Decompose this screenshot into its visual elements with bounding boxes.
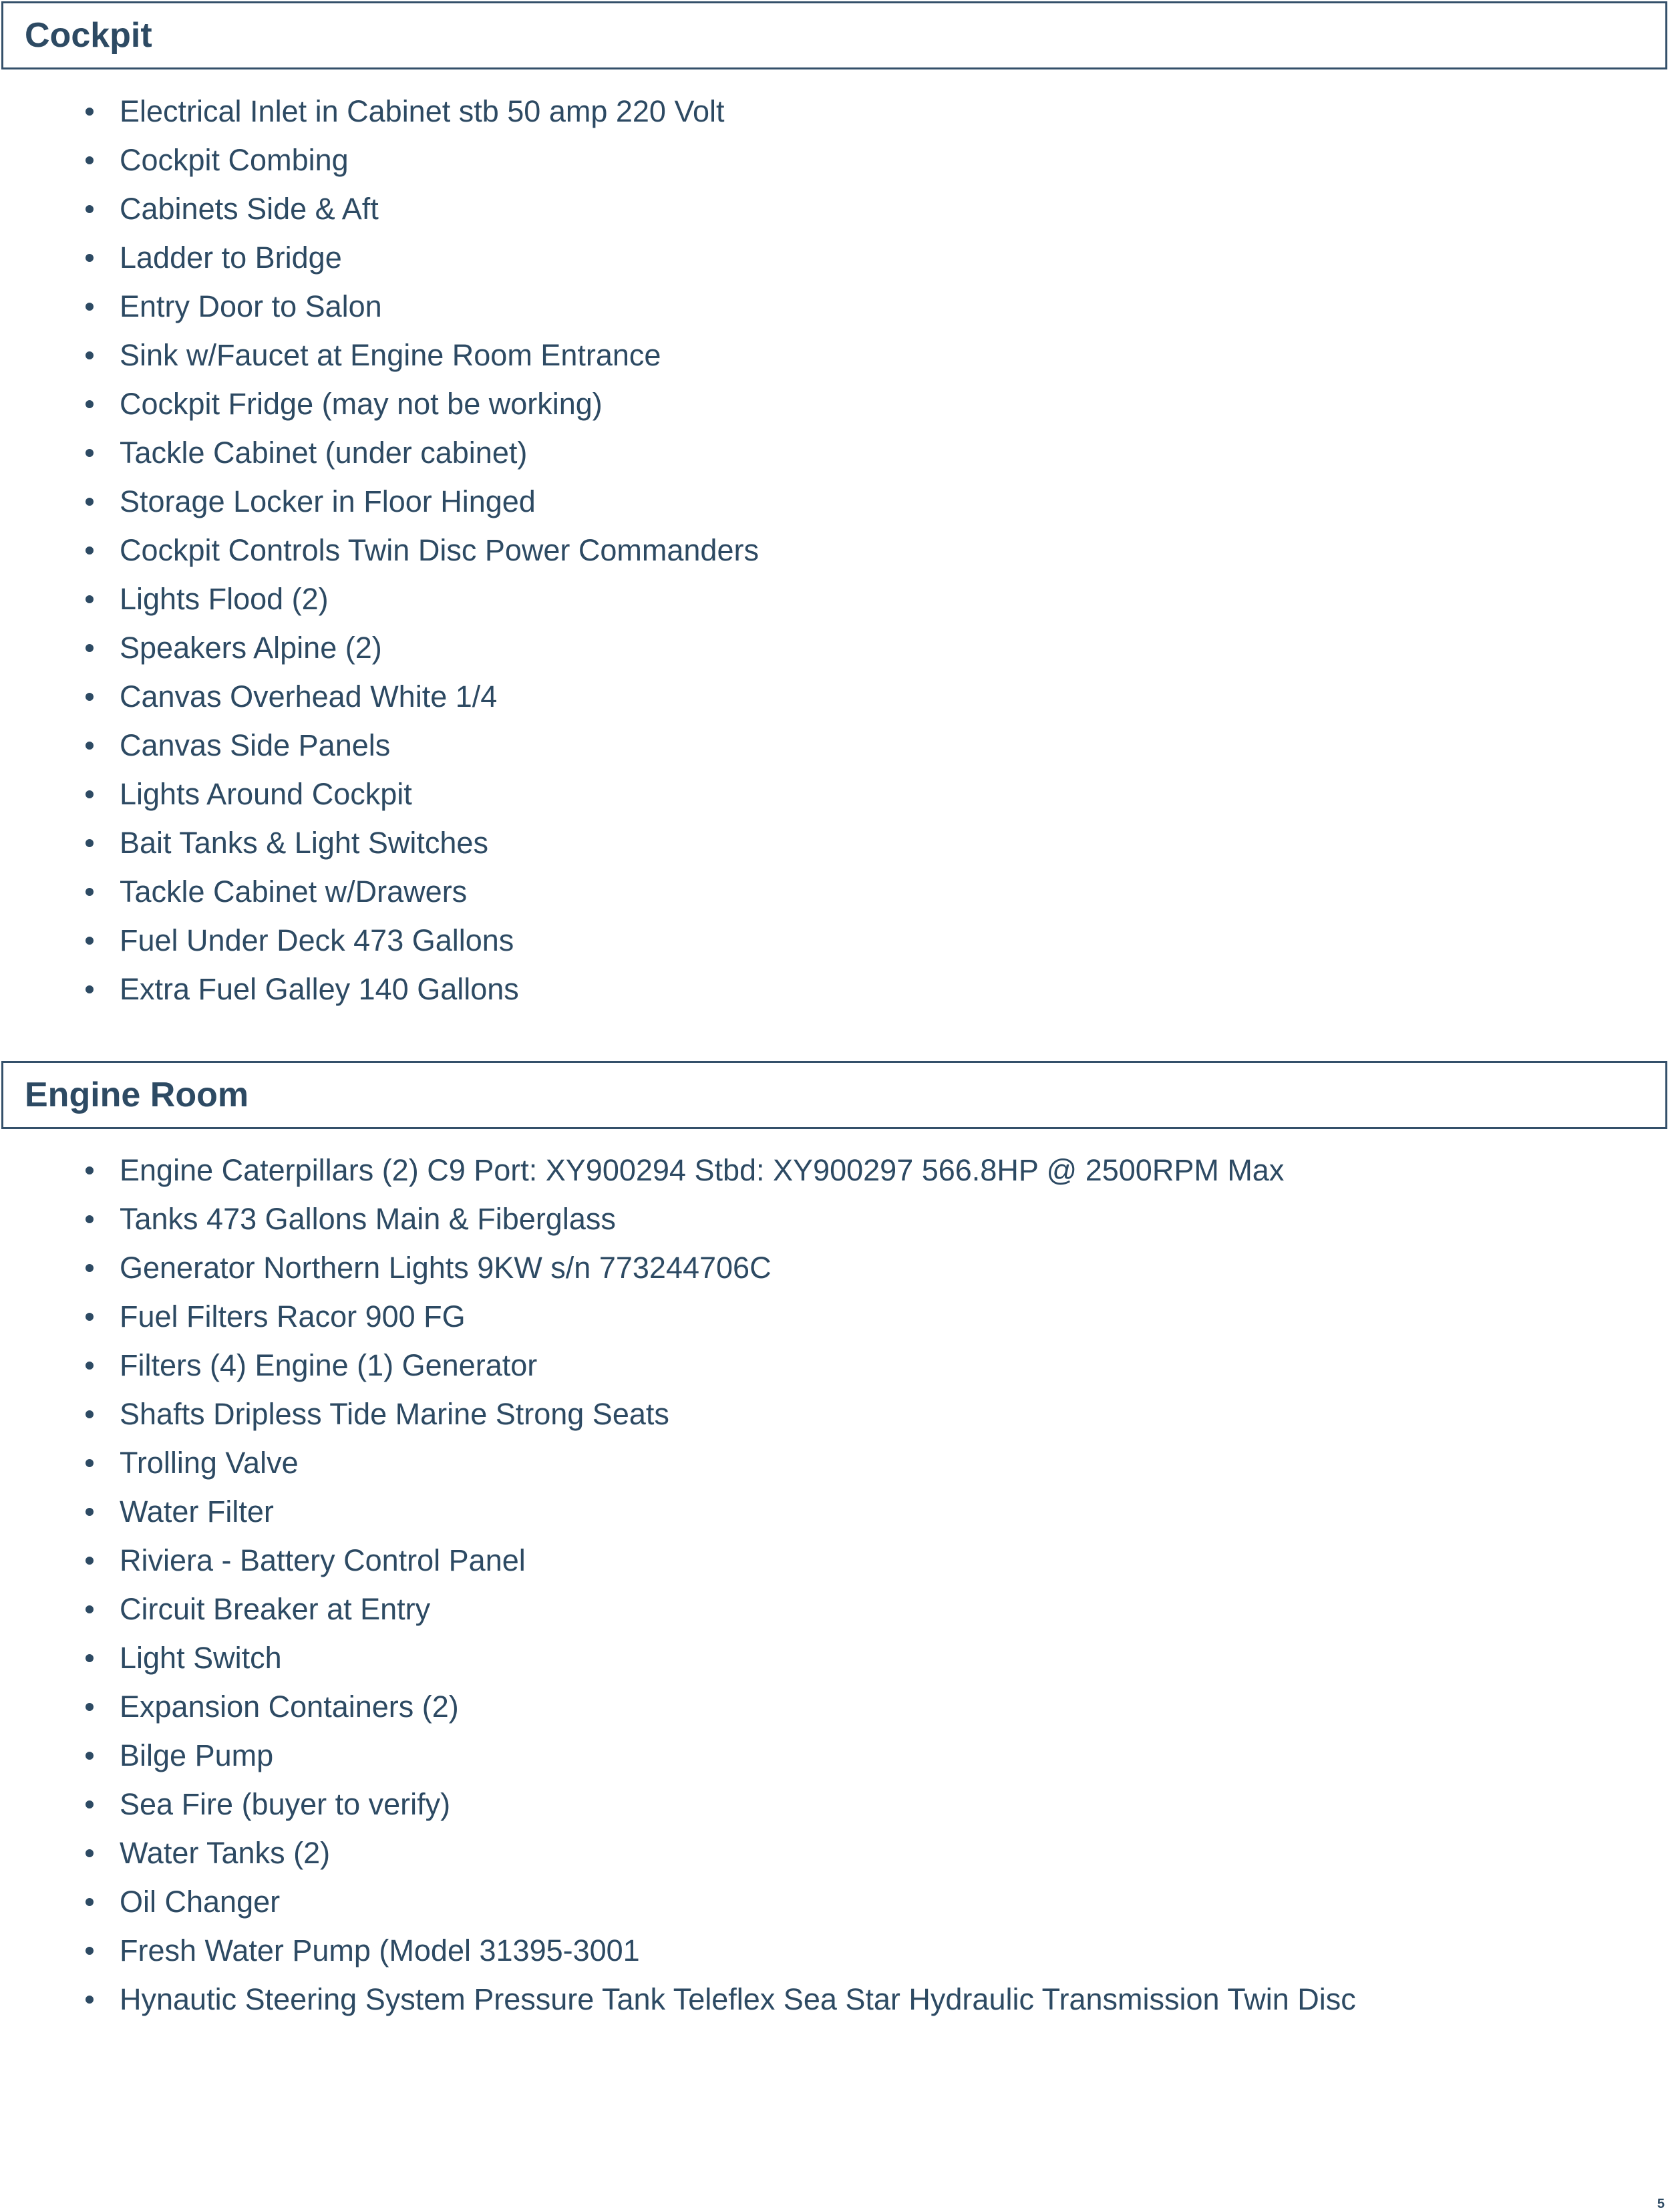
list-item [0,1877,1670,1926]
bullet-icon [86,1654,94,1662]
bullet-icon [86,1849,94,1857]
bullet-icon [86,888,94,896]
list-item [0,1926,1670,1975]
list-item [0,575,1670,623]
list-item-text: Electrical Inlet in Cabinet stb 50 amp 220 Volt [120,94,725,128]
list-item-text: Bilge Pump [120,1738,274,1772]
list-item [0,721,1670,770]
list-item [0,672,1670,721]
bullet-icon [86,254,94,262]
list-item-text: Expansion Containers (2) [120,1690,459,1724]
bullet-icon [86,1215,94,1223]
list-item [0,87,1670,136]
bullet-icon [86,1313,94,1321]
bullet-icon [86,546,94,555]
list-item-text: Lights Flood (2) [120,582,329,616]
list-item-text: Fresh Water Pump (Model 31395-3001 [120,1933,640,1967]
bullet-icon [86,498,94,506]
bullet-icon [86,985,94,993]
bullet-icon [86,303,94,311]
list-item [0,867,1670,916]
bullet-icon [86,1898,94,1906]
list-item-text: Sink w/Faucet at Engine Room Entrance [120,338,661,372]
bullet-icon [86,937,94,945]
list-item-text: Bait Tanks & Light Switches [120,826,488,860]
list-item-text: Cockpit Fridge (may not be working) [120,387,603,421]
list-item [0,233,1670,282]
bullet-icon [86,1703,94,1711]
bullet-icon [86,1362,94,1370]
bullet-icon [86,1947,94,1955]
list-item-text: Tackle Cabinet (under cabinet) [120,436,528,470]
list-item-text: Generator Northern Lights 9KW s/n 773244706C [120,1251,772,1285]
list-item [0,1438,1670,1487]
list-item [0,477,1670,526]
bullet-icon [86,790,94,798]
list-item [0,1682,1670,1731]
list-item-text: Tanks 473 Gallons Main & Fiberglass [120,1202,616,1236]
list-item-text: Canvas Overhead White 1/4 [120,679,498,714]
list-item [0,184,1670,233]
list-item [0,965,1670,1013]
list-item [0,1146,1670,1195]
section-title-engine-room: Engine Room [25,1076,249,1114]
bullet-icon [86,449,94,457]
bullet-icon [86,205,94,213]
bullet-icon [86,1264,94,1272]
list-item [0,1975,1670,2024]
list-item-text: Lights Around Cockpit [120,777,412,811]
section-title-cockpit: Cockpit [25,16,152,55]
list-item [0,1390,1670,1438]
list-item [0,1487,1670,1536]
engine-room-item-list [0,1146,1670,2024]
list-item-text: Ladder to Bridge [120,241,342,275]
list-item-text: Sea Fire (buyer to verify) [120,1787,451,1821]
cockpit-item-list [0,87,1670,1013]
list-item-text: Entry Door to Salon [120,289,382,323]
list-item-text: Engine Caterpillars (2) C9 Port: XY900294 Stbd: XY900297 566.8HP @ 2500RPM Max [120,1153,1285,1187]
bullet-icon [86,351,94,359]
list-item-text: Light Switch [120,1641,282,1675]
list-item-text: Trolling Valve [120,1446,299,1480]
page-number: 5 [1657,2197,1665,2211]
bullet-icon [86,1459,94,1467]
list-item-text: Cockpit Combing [120,143,349,177]
bullet-icon [86,1508,94,1516]
bullet-icon [86,156,94,164]
bullet-icon [86,1410,94,1418]
bullet-icon [86,1752,94,1760]
section-header-cockpit [1,1,1667,69]
bullet-icon [86,644,94,652]
bullet-icon [86,693,94,701]
list-item-text: Extra Fuel Galley 140 Gallons [120,972,519,1006]
list-item-text: Cabinets Side & Aft [120,192,379,226]
list-item-text: Water Filter [120,1494,274,1529]
list-item-text: Circuit Breaker at Entry [120,1592,431,1626]
list-item [0,1292,1670,1341]
list-item [0,1195,1670,1243]
list-item-text: Hynautic Steering System Pressure Tank Teleflex Sea Star Hydraulic Transmission Twin Disc [120,1982,1356,2016]
list-item [0,428,1670,477]
bullet-icon [86,1166,94,1174]
list-item-text: Fuel Under Deck 473 Gallons [120,923,514,957]
bullet-icon [86,108,94,116]
bullet-icon [86,1557,94,1565]
list-item-text: Speakers Alpine (2) [120,631,382,665]
list-item [0,1829,1670,1877]
bullet-icon [86,742,94,750]
bullet-icon [86,400,94,408]
list-item-text: Riviera - Battery Control Panel [120,1543,526,1577]
list-item-text: Oil Changer [120,1885,281,1919]
list-item-text: Fuel Filters Racor 900 FG [120,1299,466,1333]
list-item [0,331,1670,379]
list-item-text: Cockpit Controls Twin Disc Power Commanders [120,533,759,567]
list-item [0,770,1670,818]
list-item [0,818,1670,867]
list-item [0,1341,1670,1390]
bullet-icon [86,1800,94,1808]
list-item [0,1731,1670,1780]
list-item-text: Storage Locker in Floor Hinged [120,484,536,518]
list-item [0,526,1670,575]
list-item [0,282,1670,331]
bullet-icon [86,595,94,603]
list-item [0,1243,1670,1292]
list-item [0,623,1670,672]
list-item [0,1780,1670,1829]
bullet-icon [86,839,94,847]
bullet-icon [86,1605,94,1613]
list-item-text: Water Tanks (2) [120,1836,331,1870]
list-item [0,379,1670,428]
list-item-text: Filters (4) Engine (1) Generator [120,1348,538,1382]
list-item [0,136,1670,184]
list-item [0,916,1670,965]
list-item-text: Tackle Cabinet w/Drawers [120,875,468,909]
list-item [0,1585,1670,1633]
bullet-icon [86,1996,94,2004]
list-item [0,1536,1670,1585]
list-item-text: Canvas Side Panels [120,728,391,762]
section-header-engine-room [1,1061,1667,1129]
list-item-text: Shafts Dripless Tide Marine Strong Seats [120,1397,669,1431]
list-item [0,1633,1670,1682]
